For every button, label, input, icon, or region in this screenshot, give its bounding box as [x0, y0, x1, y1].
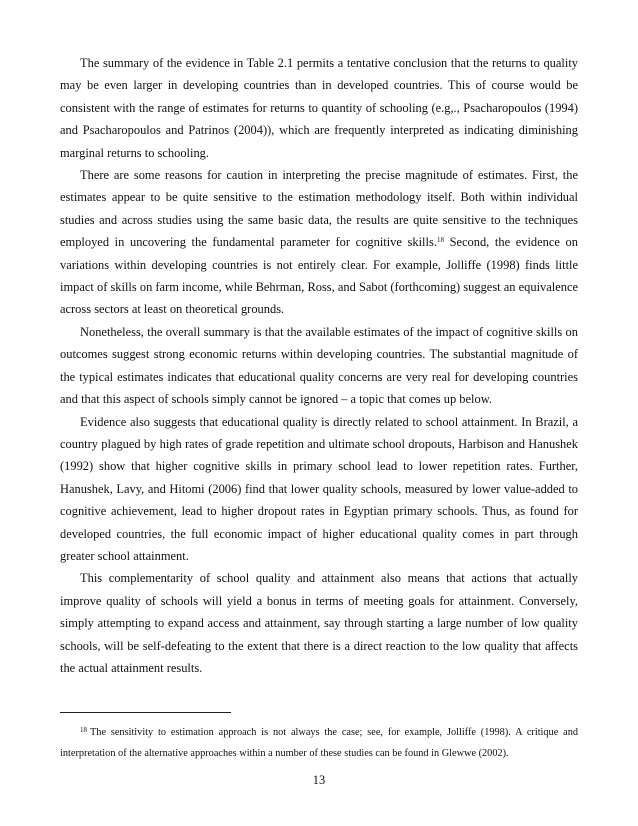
footnote-number: 18: [80, 726, 87, 734]
paragraph-1: The summary of the evidence in Table 2.1 permits a tentative conclusion that the returns to quality may be even larger in developing countries than in developed countries. This of course would be consistent with the range of estimates for returns to quantity of schooling (e.g,., Psacharopoulos (1994) and Psacharopoulos and Patrinos (2004)), which are frequently interpreted as indicating diminishing marginal returns to schooling.: [60, 56, 578, 160]
paragraph-5: This complementarity of school quality and attainment also means that actions that actually improve quality of schools will yield a bonus in terms of meeting goals for attainment. Conversely, simply attempting to expand access and attainment, say through starting a large number of low quality schools, will be self-defeating to the extent that there is a direct reaction to the low quality that affects the actual attainment results.: [60, 571, 578, 675]
footnote-text: The sensitivity to estimation approach is not always the case; see, for example, Jolliffe (1998). A critique and interpretation of the alternative approaches within a number of these studies can be found in Glewwe (2002).: [60, 727, 578, 759]
footnote: [60, 723, 578, 764]
paragraph-2-text-after: Second, the evidence on variations within developing countries is not entirely clear. For example, Jolliffe (1998) finds little impact of skills on farm income, while Behrman, Ross, and Sabot (forthcoming) suggest an equivalence across sectors at least on theoretical grounds.: [60, 235, 578, 317]
footnote-reference: 18: [436, 236, 444, 245]
body-text: [60, 52, 578, 679]
page-number: 13: [312, 773, 326, 787]
paragraph-3: Nonetheless, the overall summary is that the available estimates of the impact of cognitive skills on outcomes suggest strong economic returns within developing countries. The substantial magnitude of the typical estimates indicates that educational quality concerns are very real for developing countries and that this aspect of schools simply cannot be ignored – a topic that comes up below.: [60, 324, 578, 407]
paragraph-4: Evidence also suggests that educational quality is directly related to school attainment. In Brazil, a country plagued by high rates of grade repetition and ultimate school dropouts, Harbison and Hanushek (1992) show that higher cognitive skills in primary school lead to lower repetition rates. Further, Hanushek, Lavy, and Hitomi (2006) find that lower quality schools, measured by lower value-added to cognitive achievement, lead to higher dropout rates in Egyptian primary schools. Thus, as found for developed countries, the full economic impact of higher educational quality comes in part through greater school attainment.: [60, 414, 578, 563]
paragraph-2: [60, 164, 578, 321]
paragraph-2-text-before: There are some reasons for caution in interpreting the precise magnitude of estimates. First, the estimates appear to be quite sensitive to the estimation methodology itself. Both within individual studies and across studies using the same basic data, the results are quite sensitive to the techniques employed in uncovering the fundamental parameter for cognitive skills.: [60, 168, 578, 250]
footnote-divider: [60, 712, 231, 713]
